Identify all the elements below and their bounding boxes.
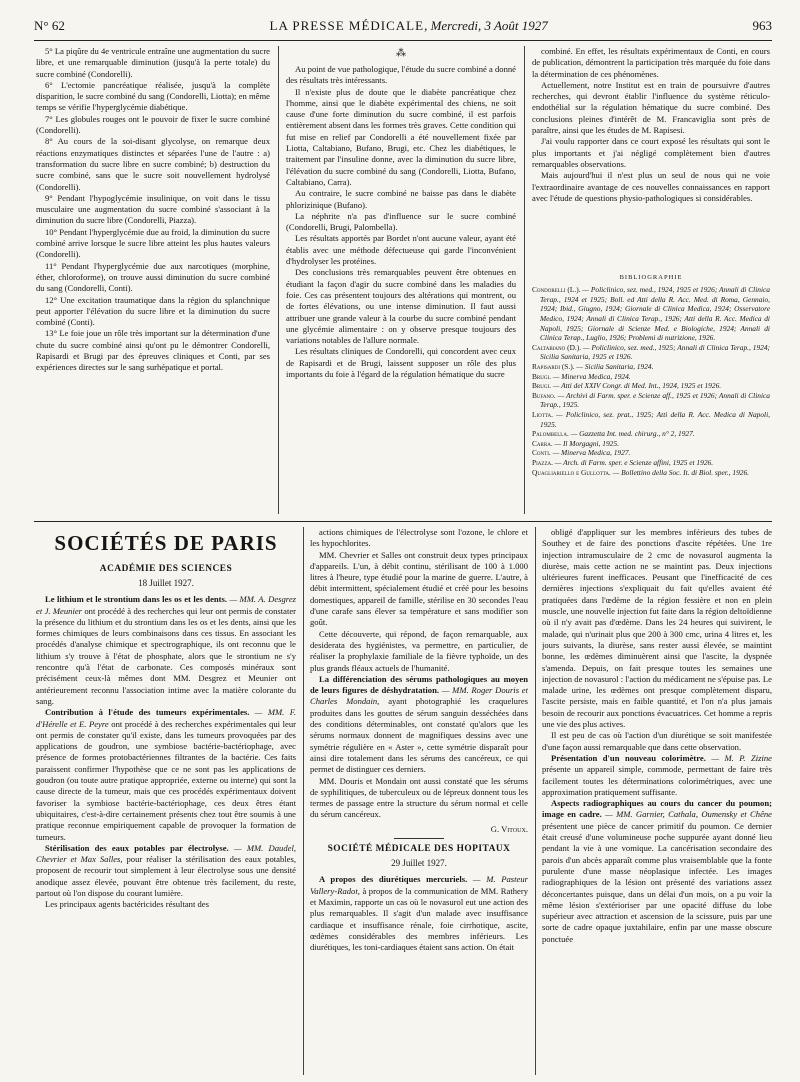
- bibliography-entry: [532, 410, 770, 429]
- hopitaux-date: 29 Juillet 1927.: [391, 858, 447, 869]
- paragraph-title: Stérilisation des eaux potables par électrolyse.: [45, 842, 229, 853]
- page-number-right: 963: [752, 18, 772, 33]
- society-report: [36, 707, 296, 843]
- section-rule: [34, 521, 772, 522]
- page-header: [34, 18, 772, 38]
- numbered-finding: 12° Une excitation traumatique dans la région du splanchnique peut apporter l'élévation du sucre libre et la diminution du sucre combiné (Conti).: [36, 294, 270, 328]
- bibliography-source: — Archivi di Farm. sper. e Scienze aff., 1925 et 1926; Annali di Clinica Terap., 1925.: [540, 390, 770, 410]
- bibliography-author: Bufano.: [532, 390, 556, 400]
- article-paragraph: Au point de vue pathologique, l'étude du sucre combiné a donné des résultats très intéressants.: [286, 64, 516, 86]
- paragraph-text: Les principaux agents bactéricides résultant des: [45, 899, 209, 910]
- top-column-3: [532, 46, 770, 266]
- author-signature: G. Vitoux.: [490, 823, 528, 834]
- academie-date: 18 Juillet 1927.: [138, 578, 194, 588]
- paragraph-text: présentent une pièce de cancer primitif du poumon. Ce dernier était creusé d'une volumineuse poche suppurée ayant donné lieu pendant la vie à une vomique. La cancérisation secondaire des parois d'un abcès apparaît comme plus vraisemblable que la fonte purulente d'une masse néoplasique infectée. Les images radiographiques de la lésion ont présenté des variations assez déconcertantes puisque, dans un délai d'un mois, on a pu voir la même lésion s'extérioriser par une opacité diffuse du lobe supérieur avec attraction et ascension de la scissure, puis par une sorte de cadre opaque juxtahilaire, enfin par une masse obscure ponctuée: [542, 820, 772, 944]
- society-report: [36, 899, 296, 910]
- bibliography-source: — Minerva Medica, 1924.: [551, 371, 631, 381]
- bibliography-entry: [532, 343, 770, 362]
- bibliography-entry: [532, 372, 770, 382]
- article-paragraph: Les résultats cliniques de Condorelli, qui concordent avec ceux de Rapisardi et de Brugi, laissent supposer un rôle des plus importants du foie à l'égard de la régulation hématique du sucre: [286, 346, 516, 380]
- top-column-1: [36, 46, 270, 514]
- bibliography-entry: [532, 381, 770, 391]
- bibliography-entry: [532, 285, 770, 343]
- paragraph-text: pour réaliser la stérilisation des eaux potables, proposent de recourir tout simplement à leur électrolyse sous une densité anodique assez élevée, pouvant être obtenue très facilement, du reste, partout où l'on dispose du courant lumière.: [36, 854, 296, 899]
- header-rule: [34, 40, 772, 41]
- society-report: [310, 527, 528, 550]
- bibliography-entry: [532, 362, 770, 372]
- hopitaux-title: SOCIÉTÉ MÉDICALE DES HOPITAUX: [327, 844, 511, 855]
- paragraph-title: Contribution à l'étude des tumeurs expérimentales.: [45, 707, 250, 718]
- column-divider: [303, 527, 304, 1075]
- society-report: [36, 843, 296, 899]
- bibliography-source: — Policlinico, sez. prat., 1925; Atti della R. Acc. Medica di Napoli, 1925.: [540, 410, 770, 429]
- paragraph-text: à propos de la communication de MM. Rathery et Maximin, rapporte un cas où le novasurol eut une action des plus remarquables. Il s'agit d'un malade avec insuffisance cardiaque et insuffisance rénale, foie cirrhotique, ascite, œdèmes considérables des membres inférieurs. Les diurétiques, les toni-cardiaques étaient sans action. On était: [310, 885, 528, 953]
- paragraph-authors: — M. Pasteur Vallery-Radot,: [310, 874, 528, 896]
- article-paragraph: J'ai voulu rapporter dans ce court exposé les résultats qui sont le plus importants et j'ai négligé complètement bien d'autres remarquables observations.: [532, 136, 770, 169]
- bibliography-author: Brugi.: [532, 371, 551, 381]
- paragraph-authors: — MM. A. Desgrez et J. Meunier: [36, 594, 296, 616]
- paragraph-authors: — MM. F. d'Hérelle et E. Peyre: [36, 707, 296, 729]
- numbered-finding: 9° Pendant l'hypoglycémie insulinique, on voit dans le tissu musculaire une augmentation du sucre combiné s'associant à la diminution du sucre libre (Condorelli, Piazza).: [36, 192, 270, 226]
- bibliography-author: Carra.: [532, 438, 553, 448]
- bibliography-author: Quagliariello e Gullotta.: [532, 467, 611, 477]
- paragraph-text: ayant photographié les craquelures produites dans les gouttes de sérum sanguin desséchées dans des conditions déterminables, ont constaté qu'alors que les sérums normaux donnent de magnifiques dessins avec une symétrie régulière en « Aster », cette symétrie disparaît pour ainsi dire totalement dans les sérums des cancéreux, ce qui permet de distinguer ces derniers.: [310, 696, 528, 775]
- paragraph-text: actions chimiques de l'électrolyse sont l'ozone, le chlore et les hypochlorites.: [310, 527, 528, 549]
- column-divider: [278, 46, 279, 514]
- bibliography-entry: [532, 439, 770, 449]
- section-stars: ⁂: [396, 48, 406, 59]
- bibliography-author: Conti.: [532, 448, 551, 458]
- numbered-finding: 6° L'ectomie pancréatique réalisée, jusqu'à la complète disparition, le sucre combiné du sang (Condorelli, Liotta); en même temps se vérifie l'hyperglycémie diabétique.: [36, 79, 270, 113]
- bibliography-source: — Sicilia Sanitaria, 1924.: [574, 362, 654, 372]
- article-paragraph: Au contraire, le sucre combiné ne baisse pas dans le diabète phlorizinique (Bufano).: [286, 188, 516, 210]
- bibliography-source: — Atti del XXIV Congr. di Med. Int., 1924, 1925 et 1926.: [551, 381, 722, 391]
- society-report: [542, 753, 772, 798]
- bibliography-author: Brugi.: [532, 381, 551, 391]
- society-report: [310, 629, 528, 674]
- paragraph-authors: — MM. Garnier, Cathala, Oumensky et Chêne: [601, 809, 772, 820]
- paragraph-text: présente un appareil simple, commode, permettant de faire très facilement toutes les déterminations colorimétriques, avec une approximation pratiquement suffisante.: [542, 764, 772, 797]
- issue-date: Mercredi, 3 Août 1927: [430, 18, 548, 33]
- society-report: [310, 550, 528, 629]
- page-number-left: N° 62: [34, 18, 65, 33]
- societes-title: SOCIÉTÉS DE PARIS: [54, 531, 278, 555]
- numbered-finding: 10° Pendant l'hyperglycémie due au froid, la diminution du sucre combiné arrive lorsque le sucre libre atteint les plus hautes valeurs (Condorelli).: [36, 226, 270, 260]
- society-report: [310, 874, 528, 953]
- numbered-finding: 8° Au cours de la soi-disant glycolyse, on remarque deux réactions enzymatiques distinctes et séparées l'une de l'autre : a) transformation du sucre libre en sucre combiné; b) destruction du sucre combiné, sans que le sucre soit nouvellement hydrolysé (Condorelli).: [36, 136, 270, 192]
- bibliography-author: Rapisardi (S.).: [532, 362, 575, 372]
- society-report: [542, 527, 772, 730]
- bibliography-entry: [532, 429, 770, 439]
- numbered-finding: 5° La piqûre du 4e ventricule entraîne une augmentation du sucre libre, et une remarquable diminution (jusqu'à la perte totale) du sucre combiné (Condorelli).: [36, 46, 270, 79]
- paragraph-authors: — MM. Roger Douris et Charles Mondain,: [310, 685, 528, 707]
- paragraph-authors: — MM. Daudel, Chevrier et Max Salles,: [36, 842, 296, 865]
- society-report: [310, 776, 528, 821]
- bibliography-author: Liotta.: [532, 410, 553, 420]
- paragraph-title: La différenciation des sérums pathologiques au moyen de leurs figures de déshydratation.: [310, 673, 528, 696]
- paragraph-text: Il est peu de cas où l'action d'un diurétique se soit manifestée d'une façon aussi remarquable que dans cette observation.: [542, 730, 772, 752]
- numbered-finding: 7° Les globules rouges ont le pouvoir de fixer le sucre combiné (Condorelli).: [36, 113, 270, 136]
- paragraph-text: Cette découverte, qui répond, de façon remarquable, aux desiderata des hygiénistes, va permettre, en particulier, de réaliser la prophylaxie familiale de la fièvre typhoïde, un des plus grands fléaux actuels de l'humanité.: [310, 628, 528, 673]
- paragraph-title: Présentation d'un nouveau colorimètre.: [551, 752, 706, 763]
- paragraph-text: ont procédé à des recherches qui leur ont permis de constater la présence du lithium et du strontium dans les os et les dents, ainsi que les formes chimiques de leurs combinaisons dans ces tissus. En associant les procédés d'analyse chimique et spectrographique, ils ont reconnu que le lithium s'y trouve à l'état de phosphate, alors que le strontium ne s'y rencontre qu'à l'état de carbonate. Ces composés minéraux sont précisément ceux-là mêmes dont MM. Desgrez et Meunier ont antérieurement reconnu l'association intime avec la matière colorante du sang.: [36, 605, 296, 706]
- paragraph-authors: — M. P. Zizine: [705, 752, 772, 763]
- bibliography-source: — Bollettino della Soc. It. di Biol. sper., 1926.: [610, 467, 750, 477]
- bibliography-heading: BIBLIOGRAPHIE: [619, 274, 683, 281]
- bibliography-entry: [532, 391, 770, 410]
- masthead: LA PRESSE MÉDICALE, Mercredi, 3 Août 1927: [269, 18, 548, 33]
- bottom-column-3: [542, 527, 772, 1075]
- article-paragraph: Des conclusions très remarquables peuvent être obtenues en étudiant la façon d'agir du sucre combiné dans les maladies du foie. Ces cas présentent toujours des altérations qui montrent, ou de fortes élévations, ou une intense diminution. Il faut aussi attribuer une grande valeur à la courbe du sucre combiné pendant une glycémie alimentaire : on y observe presque toujours des variations notables de l'allure normale.: [286, 267, 516, 346]
- bibliography-author: Piazza.: [532, 457, 553, 467]
- bibliography-author: Palombella.: [532, 429, 569, 439]
- article-paragraph: Mais aujourd'hui il n'est plus un seul de nous qui ne voie l'extraordinaire avantage de ces nouvelles connaissances en rapport avec l'étude de questions physio-pathologiques si considérables.: [532, 170, 770, 203]
- bottom-column-1: [36, 527, 296, 1075]
- bibliography-source: — Policlinico, sez. med., 1925; Annali di Clinica Terap., 1924; Sicilia Sanitaria, 1925 et 1926.: [540, 342, 770, 362]
- numbered-finding: 13° Le foie joue un rôle très important sur la détermination d'une chute du sucre combiné ainsi qu'ont pu le démontrer Condorelli, Rapisardi et Brugi par des épreuves cliniques et Conti, par ses expériences directes sur le sang surhépatique et portal.: [36, 328, 270, 373]
- bottom-column-2: [310, 527, 528, 1075]
- academie-title: ACADÉMIE DES SCIENCES: [99, 564, 233, 574]
- bibliography-author: Caltabiano (D.).: [532, 342, 582, 352]
- bibliography: [532, 268, 770, 516]
- paragraph-title: Aspects radiographiques au cours du cancer du poumon; image en cadre.: [542, 798, 772, 820]
- bibliography-entry: [532, 468, 770, 478]
- society-report: [36, 594, 296, 707]
- bibliography-source: — Gazzetta Int. med. chirurg., n° 2, 1927.: [568, 429, 695, 439]
- journal-title: LA PRESSE MÉDICALE: [269, 18, 425, 33]
- article-paragraph: Actuellement, notre Institut est en train de poursuivre d'autres recherches, qui devront établir l'influence du système réticulo-endothélial sur la régulation hématique du sucre combiné. Des conclusions pleines d'intérêt de M. Francaviglia sont près de paraître, ainsi que les études de M. Rapisesi.: [532, 79, 770, 136]
- paragraph-text: obligé d'appliquer sur les membres inférieurs des tubes de Southey et de faire des ponctions d'ascite répétées. Une 1re injection intramusculaire de 2 cmc de novasurol augmenta la diurèse, mais cette action ne se maintint pas. Deux injections ultérieures furent inefficaces. Peusant que l'inefficacité de ces dernières injections s'expliquait du fait qu'elles avaient été pratiquées dans l'œdème de la région fessière et non en plein muscle, une nouvelle injection fut faite dans la région deltoïdienne où il n'y avait pas d'œdème. Dans les 24 heures qui suivirent, le malade, qui n'urinait plus que 200 à 300 cmc, urina 4 litres et, les jours suivants, la diurèse, sans rester aussi élevée, se maintint bonne, les œdèmes diminuèrent ainsi que l'ascite, la dyspnée s'amenda. Depuis, on fait presque toutes les semaines une injection de novasurol : l'action du médicament ne s'épuise pas. Le malade urine, les œdèmes ont presque complètement disparu, l'ascite persiste, mais en faible quantité, et l'on n'a plus jamais besoin de recourir aux ponctions évacuatrices. Cet homme a repris une vie des plus actives.: [542, 527, 772, 730]
- paragraph-title: A propos des diurétiques mercuriels.: [319, 874, 468, 885]
- bibliography-source: — Policlinico, sez. med., 1924, 1925 et 1926; Annali di Clinica Terap., 1924 et 1925; Boll. ed Atti della R. Acc. Med. di Roma, Gennaio, 1924; Ibid., Giugno, 1924; Giornale di Clinica Medica, 1924; Osservatore Medico, 1924; Annali di Clinica Terap., 1926; Atti della R. Acc. Medica di Napoli, 1925; Giornale di Scienze Med. e Biologiche, 1924; Annali di Clinica Terap., Luglio, 1926; Problemi di nutrizione, 1926.: [540, 285, 770, 343]
- bibliography-source: — Il Morgagni, 1925.: [552, 438, 619, 448]
- numbered-finding: 11° Pendant l'hyperglycémie due aux narcotiques (morphine, éther, chloroforme), on trouve aussi diminution du sucre combiné du sang (Condorelli, Conti).: [36, 260, 270, 294]
- article-paragraph: Il n'existe plus de doute que le diabète pancréatique chez l'homme, ainsi que le diabète expérimental des chiens, ne soit cause d'une forte diminution du sucre combiné, il est parfois entièrement absent dans les formes très graves. Cette condition qui fut mise en relief par Condorelli a été nouvellement fixée par Liotta, Caltabiano, Bufano, Brugi, etc. Chez les diabétiques, le traitement par l'insuline donne, avec la diminution du sucre libre, l'élévation du sucre combiné du sang (Condorelli, Liotta, Bufano, Caltabiano, Carra).: [286, 86, 516, 187]
- society-report: [542, 798, 772, 945]
- society-report: [310, 674, 528, 776]
- paragraph-text: ont procédé à des recherches expérimentales qui leur ont permis de constater qu'il existe, dans les tumeurs provoquées par des applications de goudron, une symbiose bactérie-bactériophage, avec présence de formes protobactériennes filtrantes de la bactérie. Ces faits paraissent confirmer l'hypothèse que ce ne sont pas les applications de goudron (ou toute autre pratique appropriée, externe ou interne) qui sont la cause directe de la tumeur, mais que ces procédés expérimentaux doivent favoriser la symbiose bactérie-bactériophage, ces deux êtres étant ubiquitaires, c'est-à-dire certainement présents chez tout être soumis à une pratique reconnue empiriquement capable de provoquer la formation de tumeurs.: [36, 718, 296, 842]
- column-divider: [535, 527, 536, 1075]
- top-column-2: [286, 46, 516, 514]
- bibliography-author: Condorelli (L.).: [532, 285, 581, 295]
- bibliography-entry: [532, 448, 770, 458]
- article-paragraph: La néphrite n'a pas d'influence sur le sucre combiné (Condorelli, Brugi, Palombella).: [286, 210, 516, 233]
- paragraph-text: MM. Chevrier et Salles ont construit deux types principaux d'appareils. L'un, à débit continu, stérilisant de 100 à 1.000 litres à l'heure, type étudié pour la marine de guerre. L'autre, à débit intermittent, spécialement étudié et créé pour les besoins domestiques, appareil de famille, stérilise en 30 secondes l'eau d'une carafe sans élever sa température et sans modifier son goût.: [310, 549, 528, 628]
- column-divider: [524, 46, 525, 514]
- article-paragraph: Les résultats apportés par Bordet n'ont aucune valeur, ayant été établis avec une méthode défectueuse qui garde l'inconvénient d'hydrolyser les protéines.: [286, 233, 516, 267]
- paragraph-title: Le lithium et le strontium dans les os et les dents.: [45, 594, 228, 605]
- separator-rule: [394, 838, 444, 839]
- article-paragraph: combiné. En effet, les résultats expérimentaux de Conti, en cours de publication, démontrent la participation très marquée du foie dans la détermination de ces phénomènes.: [532, 46, 770, 79]
- society-report: [542, 730, 772, 753]
- bibliography-source: — Minerva Medica, 1927.: [550, 448, 631, 458]
- paragraph-text: MM. Douris et Mondain ont aussi constaté que les sérums de syphilitiques, de tuberculeux ou de lépreux donnent tous les termes de passage entre la structure du sérum normal et celle du sérum cancéreux.: [310, 775, 528, 820]
- bibliography-source: — Arch. di Farm. sper. e Scienze affini, 1925 et 1926.: [552, 457, 714, 467]
- bibliography-entry: [532, 458, 770, 468]
